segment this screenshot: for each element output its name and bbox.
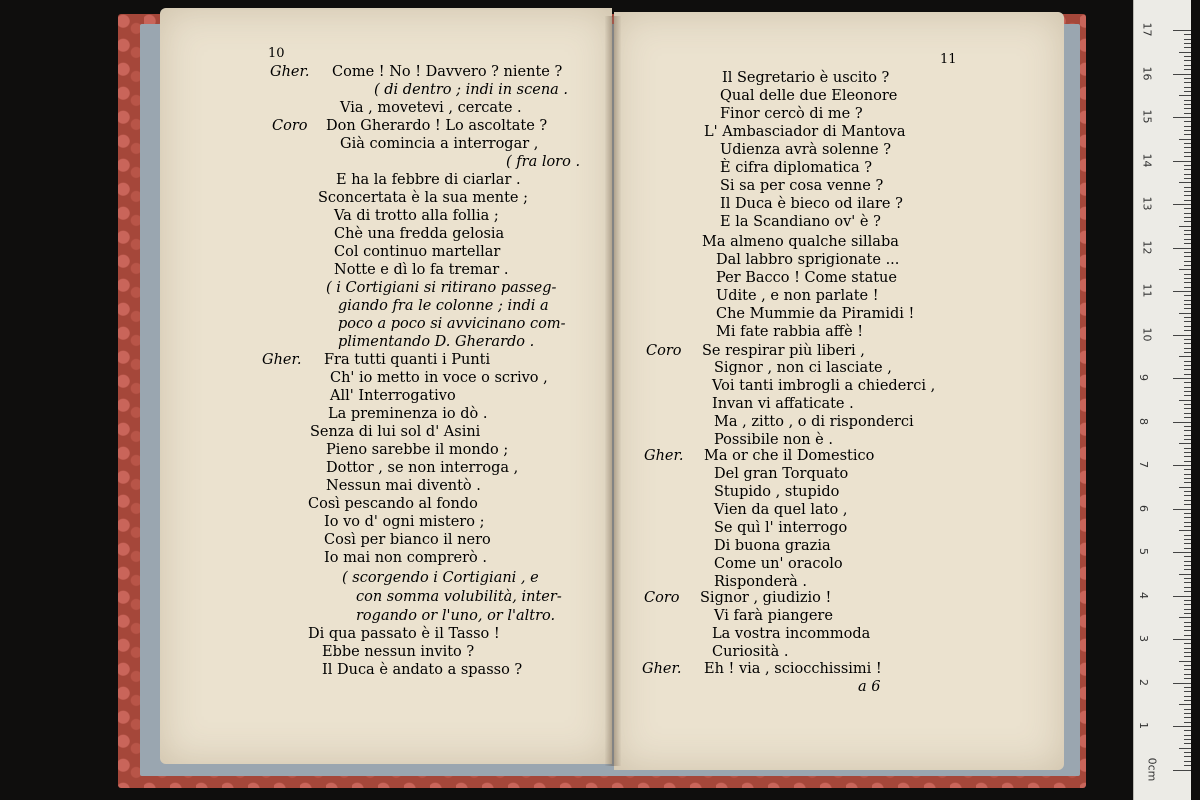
ruler-minor-tick bbox=[1184, 604, 1191, 605]
left-speaker-label: Coro bbox=[272, 118, 308, 134]
ruler-minor-tick bbox=[1184, 91, 1191, 92]
ruler-label: 0cm bbox=[1145, 757, 1159, 781]
ruler-minor-tick bbox=[1184, 300, 1191, 301]
ruler-label: 15 bbox=[1140, 109, 1154, 124]
left-verse-line: Via , movetevi , cercate . bbox=[340, 100, 522, 116]
ruler-major-tick bbox=[1173, 161, 1191, 162]
ruler-minor-tick bbox=[1184, 709, 1191, 710]
ruler-minor-tick bbox=[1184, 517, 1191, 518]
left-verse-line: Ebbe nessun invito ? bbox=[322, 644, 475, 660]
ruler-minor-tick bbox=[1184, 569, 1191, 570]
ruler-major-tick bbox=[1173, 552, 1191, 553]
ruler-minor-tick bbox=[1184, 69, 1191, 70]
ruler-major-tick bbox=[1173, 726, 1191, 727]
ruler-major-tick bbox=[1173, 378, 1191, 379]
ruler-minor-tick bbox=[1184, 539, 1191, 540]
right-verse-line: Finor cercò di me ? bbox=[720, 106, 863, 122]
right-verse-line: Udienza avrà solenne ? bbox=[720, 142, 892, 158]
ruler-label: 11 bbox=[1140, 283, 1154, 298]
ruler-minor-tick bbox=[1184, 56, 1191, 57]
measuring-ruler bbox=[1133, 0, 1191, 800]
left-verse-line: Io vo d' ogni mistero ; bbox=[324, 514, 485, 530]
ruler-minor-tick bbox=[1184, 691, 1191, 692]
right-page-number: 11 bbox=[940, 52, 957, 67]
ruler-minor-tick bbox=[1184, 761, 1191, 762]
ruler-minor-tick bbox=[1184, 635, 1191, 636]
ruler-minor-tick bbox=[1179, 443, 1191, 444]
left-speaker-label: Gher. bbox=[270, 64, 310, 80]
ruler-minor-tick bbox=[1184, 696, 1191, 697]
ruler-minor-tick bbox=[1184, 643, 1191, 644]
right-verse-line: Ma almeno qualche sillaba bbox=[702, 234, 899, 250]
right-verse-line: Qual delle due Eleonore bbox=[720, 88, 898, 104]
ruler-minor-tick bbox=[1184, 622, 1191, 623]
ruler-minor-tick bbox=[1184, 374, 1191, 375]
ruler-minor-tick bbox=[1184, 169, 1191, 170]
ruler-minor-tick bbox=[1184, 317, 1191, 318]
ruler-minor-tick bbox=[1184, 587, 1191, 588]
left-verse-line: La preminenza io dò . bbox=[328, 406, 488, 422]
ruler-minor-tick bbox=[1184, 665, 1191, 666]
ruler-minor-tick bbox=[1184, 130, 1191, 131]
left-verse-line: E ha la febbre di ciarlar . bbox=[336, 172, 521, 188]
right-verse-line: Il Segretario è uscito ? bbox=[722, 70, 890, 86]
left-verse-line: Chè una fredda gelosia bbox=[334, 226, 505, 242]
left-verse-line: Così per bianco il nero bbox=[324, 532, 491, 548]
ruler-minor-tick bbox=[1184, 426, 1191, 427]
ruler-minor-tick bbox=[1184, 113, 1191, 114]
ruler-minor-tick bbox=[1184, 365, 1191, 366]
ruler-minor-tick bbox=[1184, 765, 1191, 766]
ruler-minor-tick bbox=[1184, 609, 1191, 610]
ruler-minor-tick bbox=[1184, 82, 1191, 83]
left-verse-line: poco a poco si avvicinano com- bbox=[338, 316, 566, 332]
ruler-minor-tick bbox=[1179, 400, 1191, 401]
ruler-major-tick bbox=[1173, 683, 1191, 684]
ruler-minor-tick bbox=[1184, 321, 1191, 322]
ruler-label: 16 bbox=[1140, 66, 1154, 80]
ruler-minor-tick bbox=[1184, 591, 1191, 592]
ruler-minor-tick bbox=[1179, 617, 1191, 618]
right-speaker-label: Gher. bbox=[642, 661, 682, 677]
left-verse-line: Col continuo martellar bbox=[334, 244, 501, 260]
left-verse-line: ( i Cortigiani si ritirano passeg- bbox=[326, 280, 557, 296]
ruler-minor-tick bbox=[1184, 756, 1191, 757]
ruler-major-tick bbox=[1173, 422, 1191, 423]
right-verse-line: Eh ! via , sciocchissimi ! bbox=[704, 661, 882, 677]
left-verse-line: rogando or l'uno, or l'altro. bbox=[356, 608, 556, 624]
ruler-minor-tick bbox=[1184, 330, 1191, 331]
ruler-minor-tick bbox=[1184, 108, 1191, 109]
right-verse-line: Ma , zitto , o di risponderci bbox=[714, 414, 914, 430]
ruler-minor-tick bbox=[1184, 382, 1191, 383]
ruler-minor-tick bbox=[1184, 413, 1191, 414]
right-verse-line: Si sa per cosa venne ? bbox=[720, 178, 884, 194]
left-verse-line: Notte e dì lo fa tremar . bbox=[334, 262, 509, 278]
ruler-label: 6 bbox=[1137, 504, 1150, 512]
ruler-minor-tick bbox=[1184, 669, 1191, 670]
ruler-minor-tick bbox=[1184, 495, 1191, 496]
ruler-label: 5 bbox=[1137, 548, 1150, 555]
ruler-minor-tick bbox=[1184, 687, 1191, 688]
right-verse-line: Se quì l' interrogo bbox=[714, 520, 848, 536]
ruler-minor-tick bbox=[1184, 417, 1191, 418]
ruler-label: 13 bbox=[1140, 196, 1154, 211]
right-verse-line: Come un' oracolo bbox=[714, 556, 843, 572]
left-verse-line: Nessun mai diventò . bbox=[326, 478, 481, 494]
ruler-minor-tick bbox=[1184, 513, 1191, 514]
ruler-minor-tick bbox=[1184, 626, 1191, 627]
ruler-minor-tick bbox=[1184, 408, 1191, 409]
ruler-minor-tick bbox=[1184, 213, 1191, 214]
ruler-minor-tick bbox=[1184, 243, 1191, 244]
right-verse-line: Curiosità . bbox=[712, 644, 789, 660]
ruler-minor-tick bbox=[1179, 530, 1191, 531]
ruler-label: 8 bbox=[1137, 417, 1150, 425]
ruler-minor-tick bbox=[1184, 191, 1191, 192]
ruler-minor-tick bbox=[1184, 561, 1191, 562]
ruler-label: 12 bbox=[1140, 240, 1154, 254]
ruler-minor-tick bbox=[1184, 208, 1191, 209]
right-verse-line: Possibile non è . bbox=[714, 432, 833, 448]
left-verse-line: Sconcertata è la sua mente ; bbox=[318, 190, 528, 206]
ruler-major-tick bbox=[1173, 509, 1191, 510]
ruler-minor-tick bbox=[1184, 578, 1191, 579]
ruler-minor-tick bbox=[1184, 308, 1191, 309]
ruler-minor-tick bbox=[1184, 47, 1191, 48]
ruler-minor-tick bbox=[1184, 461, 1191, 462]
ruler-minor-tick bbox=[1179, 748, 1191, 749]
ruler-minor-tick bbox=[1184, 743, 1191, 744]
ruler-minor-tick bbox=[1184, 256, 1191, 257]
ruler-minor-tick bbox=[1184, 474, 1191, 475]
left-verse-line: Di qua passato è il Tasso ! bbox=[308, 626, 500, 642]
ruler-minor-tick bbox=[1184, 60, 1191, 61]
ruler-minor-tick bbox=[1184, 404, 1191, 405]
right-verse-line: Per Bacco ! Come statue bbox=[716, 270, 897, 286]
ruler-label: 2 bbox=[1137, 678, 1150, 686]
right-verse-line: Di buona grazia bbox=[714, 538, 831, 554]
ruler-minor-tick bbox=[1179, 226, 1191, 227]
ruler-minor-tick bbox=[1179, 313, 1191, 314]
ruler-label: 1 bbox=[1137, 722, 1150, 729]
left-verse-line: Il Duca è andato a spasso ? bbox=[322, 662, 523, 678]
ruler-minor-tick bbox=[1184, 369, 1191, 370]
ruler-minor-tick bbox=[1179, 661, 1191, 662]
left-verse-line: Senza di lui sol d' Asini bbox=[310, 424, 481, 440]
ruler-minor-tick bbox=[1184, 395, 1191, 396]
ruler-minor-tick bbox=[1179, 487, 1191, 488]
ruler-minor-tick bbox=[1184, 448, 1191, 449]
ruler-minor-tick bbox=[1179, 574, 1191, 575]
ruler-minor-tick bbox=[1184, 134, 1191, 135]
ruler-minor-tick bbox=[1184, 548, 1191, 549]
ruler-minor-tick bbox=[1184, 265, 1191, 266]
ruler-minor-tick bbox=[1179, 356, 1191, 357]
ruler-minor-tick bbox=[1184, 478, 1191, 479]
ruler-label: 10 bbox=[1140, 327, 1154, 341]
ruler-minor-tick bbox=[1184, 652, 1191, 653]
ruler-minor-tick bbox=[1184, 674, 1191, 675]
left-verse-line: Così pescando al fondo bbox=[308, 496, 478, 512]
ruler-minor-tick bbox=[1184, 700, 1191, 701]
ruler-minor-tick bbox=[1184, 282, 1191, 283]
left-verse-line: Ch' io metto in voce o scrivo , bbox=[330, 370, 548, 386]
right-verse-line: È cifra diplomatica ? bbox=[720, 160, 873, 176]
left-verse-line: Dottor , se non interroga , bbox=[326, 460, 519, 476]
ruler-minor-tick bbox=[1184, 187, 1191, 188]
left-verse-line: Già comincia a interrogar , bbox=[340, 136, 539, 152]
ruler-minor-tick bbox=[1184, 722, 1191, 723]
right-verse-line: E la Scandiano ov' è ? bbox=[720, 214, 881, 230]
ruler-minor-tick bbox=[1184, 104, 1191, 105]
ruler-minor-tick bbox=[1184, 656, 1191, 657]
ruler-minor-tick bbox=[1184, 200, 1191, 201]
ruler-label: 4 bbox=[1137, 591, 1150, 599]
ruler-minor-tick bbox=[1184, 678, 1191, 679]
left-verse-line: Don Gherardo ! Lo ascoltate ? bbox=[326, 118, 548, 134]
ruler-minor-tick bbox=[1184, 239, 1191, 240]
right-verse-line: Invan vi affaticate . bbox=[712, 396, 854, 412]
ruler-minor-tick bbox=[1184, 234, 1191, 235]
left-verse-line: Come ! No ! Davvero ? niente ? bbox=[332, 64, 563, 80]
left-speaker-label: Gher. bbox=[262, 352, 302, 368]
ruler-minor-tick bbox=[1184, 526, 1191, 527]
right-verse-line: Signor , giudizio ! bbox=[700, 590, 832, 606]
ruler-minor-tick bbox=[1184, 34, 1191, 35]
ruler-minor-tick bbox=[1179, 182, 1191, 183]
ruler-minor-tick bbox=[1184, 304, 1191, 305]
left-verse-line: Pieno sarebbe il mondo ; bbox=[326, 442, 509, 458]
ruler-minor-tick bbox=[1184, 391, 1191, 392]
ruler-minor-tick bbox=[1184, 165, 1191, 166]
ruler-minor-tick bbox=[1184, 287, 1191, 288]
ruler-label: 14 bbox=[1140, 153, 1154, 167]
ruler-minor-tick bbox=[1184, 730, 1191, 731]
ruler-minor-tick bbox=[1184, 65, 1191, 66]
ruler-label: 9 bbox=[1137, 374, 1150, 381]
catchword: a 6 bbox=[858, 679, 881, 695]
ruler-minor-tick bbox=[1184, 439, 1191, 440]
ruler-minor-tick bbox=[1184, 435, 1191, 436]
ruler-minor-tick bbox=[1184, 39, 1191, 40]
ruler-minor-tick bbox=[1184, 613, 1191, 614]
right-verse-line: Risponderà . bbox=[714, 574, 808, 590]
ruler-major-tick bbox=[1173, 291, 1191, 292]
ruler-minor-tick bbox=[1184, 143, 1191, 144]
ruler-major-tick bbox=[1173, 204, 1191, 205]
right-verse-line: Udite , e non parlate ! bbox=[716, 288, 879, 304]
right-speaker-label: Coro bbox=[646, 343, 682, 359]
ruler-label: 7 bbox=[1137, 461, 1150, 468]
ruler-minor-tick bbox=[1184, 221, 1191, 222]
left-verse-line: Va di trotto alla follia ; bbox=[334, 208, 499, 224]
right-verse-line: Del gran Torquato bbox=[714, 466, 849, 482]
ruler-major-tick bbox=[1173, 465, 1191, 466]
right-verse-line: Signor , non ci lasciate , bbox=[714, 360, 892, 376]
ruler-minor-tick bbox=[1184, 387, 1191, 388]
ruler-minor-tick bbox=[1184, 261, 1191, 262]
left-verse-line: ( di dentro ; indi in scena . bbox=[374, 82, 569, 98]
left-page-number: 10 bbox=[268, 46, 285, 61]
right-verse-line: Vi farà piangere bbox=[714, 608, 833, 624]
ruler-minor-tick bbox=[1184, 648, 1191, 649]
ruler-minor-tick bbox=[1184, 295, 1191, 296]
ruler-minor-tick bbox=[1184, 100, 1191, 101]
right-speaker-label: Coro bbox=[644, 590, 680, 606]
right-verse-line: Voi tanti imbrogli a chiederci , bbox=[712, 378, 936, 394]
ruler-major-tick bbox=[1173, 639, 1191, 640]
ruler-minor-tick bbox=[1179, 95, 1191, 96]
ruler-minor-tick bbox=[1184, 339, 1191, 340]
ruler-minor-tick bbox=[1184, 195, 1191, 196]
ruler-minor-tick bbox=[1179, 52, 1191, 53]
ruler-minor-tick bbox=[1184, 469, 1191, 470]
ruler-minor-tick bbox=[1184, 252, 1191, 253]
ruler-minor-tick bbox=[1184, 126, 1191, 127]
ruler-minor-tick bbox=[1184, 500, 1191, 501]
ruler-minor-tick bbox=[1184, 178, 1191, 179]
ruler-minor-tick bbox=[1184, 535, 1191, 536]
ruler-minor-tick bbox=[1184, 565, 1191, 566]
right-verse-line: Vien da quel lato , bbox=[714, 502, 848, 518]
right-verse-line: Se respirar più liberi , bbox=[702, 343, 865, 359]
right-verse-line: Che Mummie da Piramidi ! bbox=[716, 306, 915, 322]
ruler-minor-tick bbox=[1184, 361, 1191, 362]
ruler-major-tick bbox=[1173, 117, 1191, 118]
ruler-major-tick bbox=[1173, 30, 1191, 31]
right-verse-line: Ma or che il Domestico bbox=[704, 448, 875, 464]
ruler-minor-tick bbox=[1184, 121, 1191, 122]
ruler-minor-tick bbox=[1184, 752, 1191, 753]
ruler-minor-tick bbox=[1184, 739, 1191, 740]
left-verse-line: plimentando D. Gherardo . bbox=[338, 334, 535, 350]
ruler-minor-tick bbox=[1184, 78, 1191, 79]
left-verse-line: Fra tutti quanti i Punti bbox=[324, 352, 491, 368]
ruler-minor-tick bbox=[1184, 326, 1191, 327]
right-verse-line: L' Ambasciador di Mantova bbox=[704, 124, 906, 140]
left-verse-line: All' Interrogativo bbox=[330, 388, 456, 404]
ruler-label: 3 bbox=[1137, 635, 1150, 642]
ruler-minor-tick bbox=[1184, 735, 1191, 736]
ruler-minor-tick bbox=[1184, 713, 1191, 714]
ruler-minor-tick bbox=[1184, 630, 1191, 631]
ruler-minor-tick bbox=[1179, 704, 1191, 705]
ruler-minor-tick bbox=[1184, 174, 1191, 175]
ruler-minor-tick bbox=[1184, 600, 1191, 601]
ruler-minor-tick bbox=[1184, 717, 1191, 718]
ruler-minor-tick bbox=[1184, 504, 1191, 505]
ruler-minor-tick bbox=[1184, 274, 1191, 275]
left-verse-line: con somma volubilità, inter- bbox=[356, 589, 562, 605]
right-verse-line: Stupido , stupido bbox=[714, 484, 840, 500]
ruler-minor-tick bbox=[1179, 269, 1191, 270]
ruler-minor-tick bbox=[1184, 456, 1191, 457]
ruler-minor-tick bbox=[1184, 543, 1191, 544]
ruler-minor-tick bbox=[1184, 556, 1191, 557]
ruler-minor-tick bbox=[1184, 352, 1191, 353]
ruler-major-tick bbox=[1173, 74, 1191, 75]
ruler-minor-tick bbox=[1184, 43, 1191, 44]
right-verse-line: Il Duca è bieco od ilare ? bbox=[720, 196, 903, 212]
left-verse-line: ( fra loro . bbox=[506, 154, 581, 170]
ruler-minor-tick bbox=[1184, 156, 1191, 157]
ruler-major-tick bbox=[1173, 770, 1191, 771]
ruler-minor-tick bbox=[1184, 491, 1191, 492]
right-verse-line: Mi fate rabbia affè ! bbox=[716, 324, 864, 340]
page-gutter bbox=[605, 16, 621, 766]
ruler-major-tick bbox=[1173, 248, 1191, 249]
ruler-minor-tick bbox=[1184, 87, 1191, 88]
left-verse-line: giando fra le colonne ; indi a bbox=[338, 298, 549, 314]
ruler-minor-tick bbox=[1184, 230, 1191, 231]
ruler-minor-tick bbox=[1184, 348, 1191, 349]
ruler-minor-tick bbox=[1184, 152, 1191, 153]
left-verse-line: Io mai non comprerò . bbox=[324, 550, 487, 566]
ruler-minor-tick bbox=[1184, 522, 1191, 523]
ruler-minor-tick bbox=[1184, 582, 1191, 583]
ruler-minor-tick bbox=[1184, 482, 1191, 483]
ruler-major-tick bbox=[1173, 596, 1191, 597]
ruler-major-tick bbox=[1173, 335, 1191, 336]
ruler-minor-tick bbox=[1184, 452, 1191, 453]
ruler-label: 17 bbox=[1140, 22, 1154, 37]
ruler-minor-tick bbox=[1184, 430, 1191, 431]
ruler-minor-tick bbox=[1184, 278, 1191, 279]
right-verse-line: La vostra incommoda bbox=[712, 626, 871, 642]
left-verse-line: ( scorgendo i Cortigiani , e bbox=[342, 570, 539, 586]
ruler-minor-tick bbox=[1184, 343, 1191, 344]
ruler-minor-tick bbox=[1184, 147, 1191, 148]
right-verse-line: Dal labbro sprigionate ... bbox=[716, 252, 900, 268]
ruler-minor-tick bbox=[1184, 217, 1191, 218]
right-speaker-label: Gher. bbox=[644, 448, 684, 464]
ruler-minor-tick bbox=[1179, 139, 1191, 140]
